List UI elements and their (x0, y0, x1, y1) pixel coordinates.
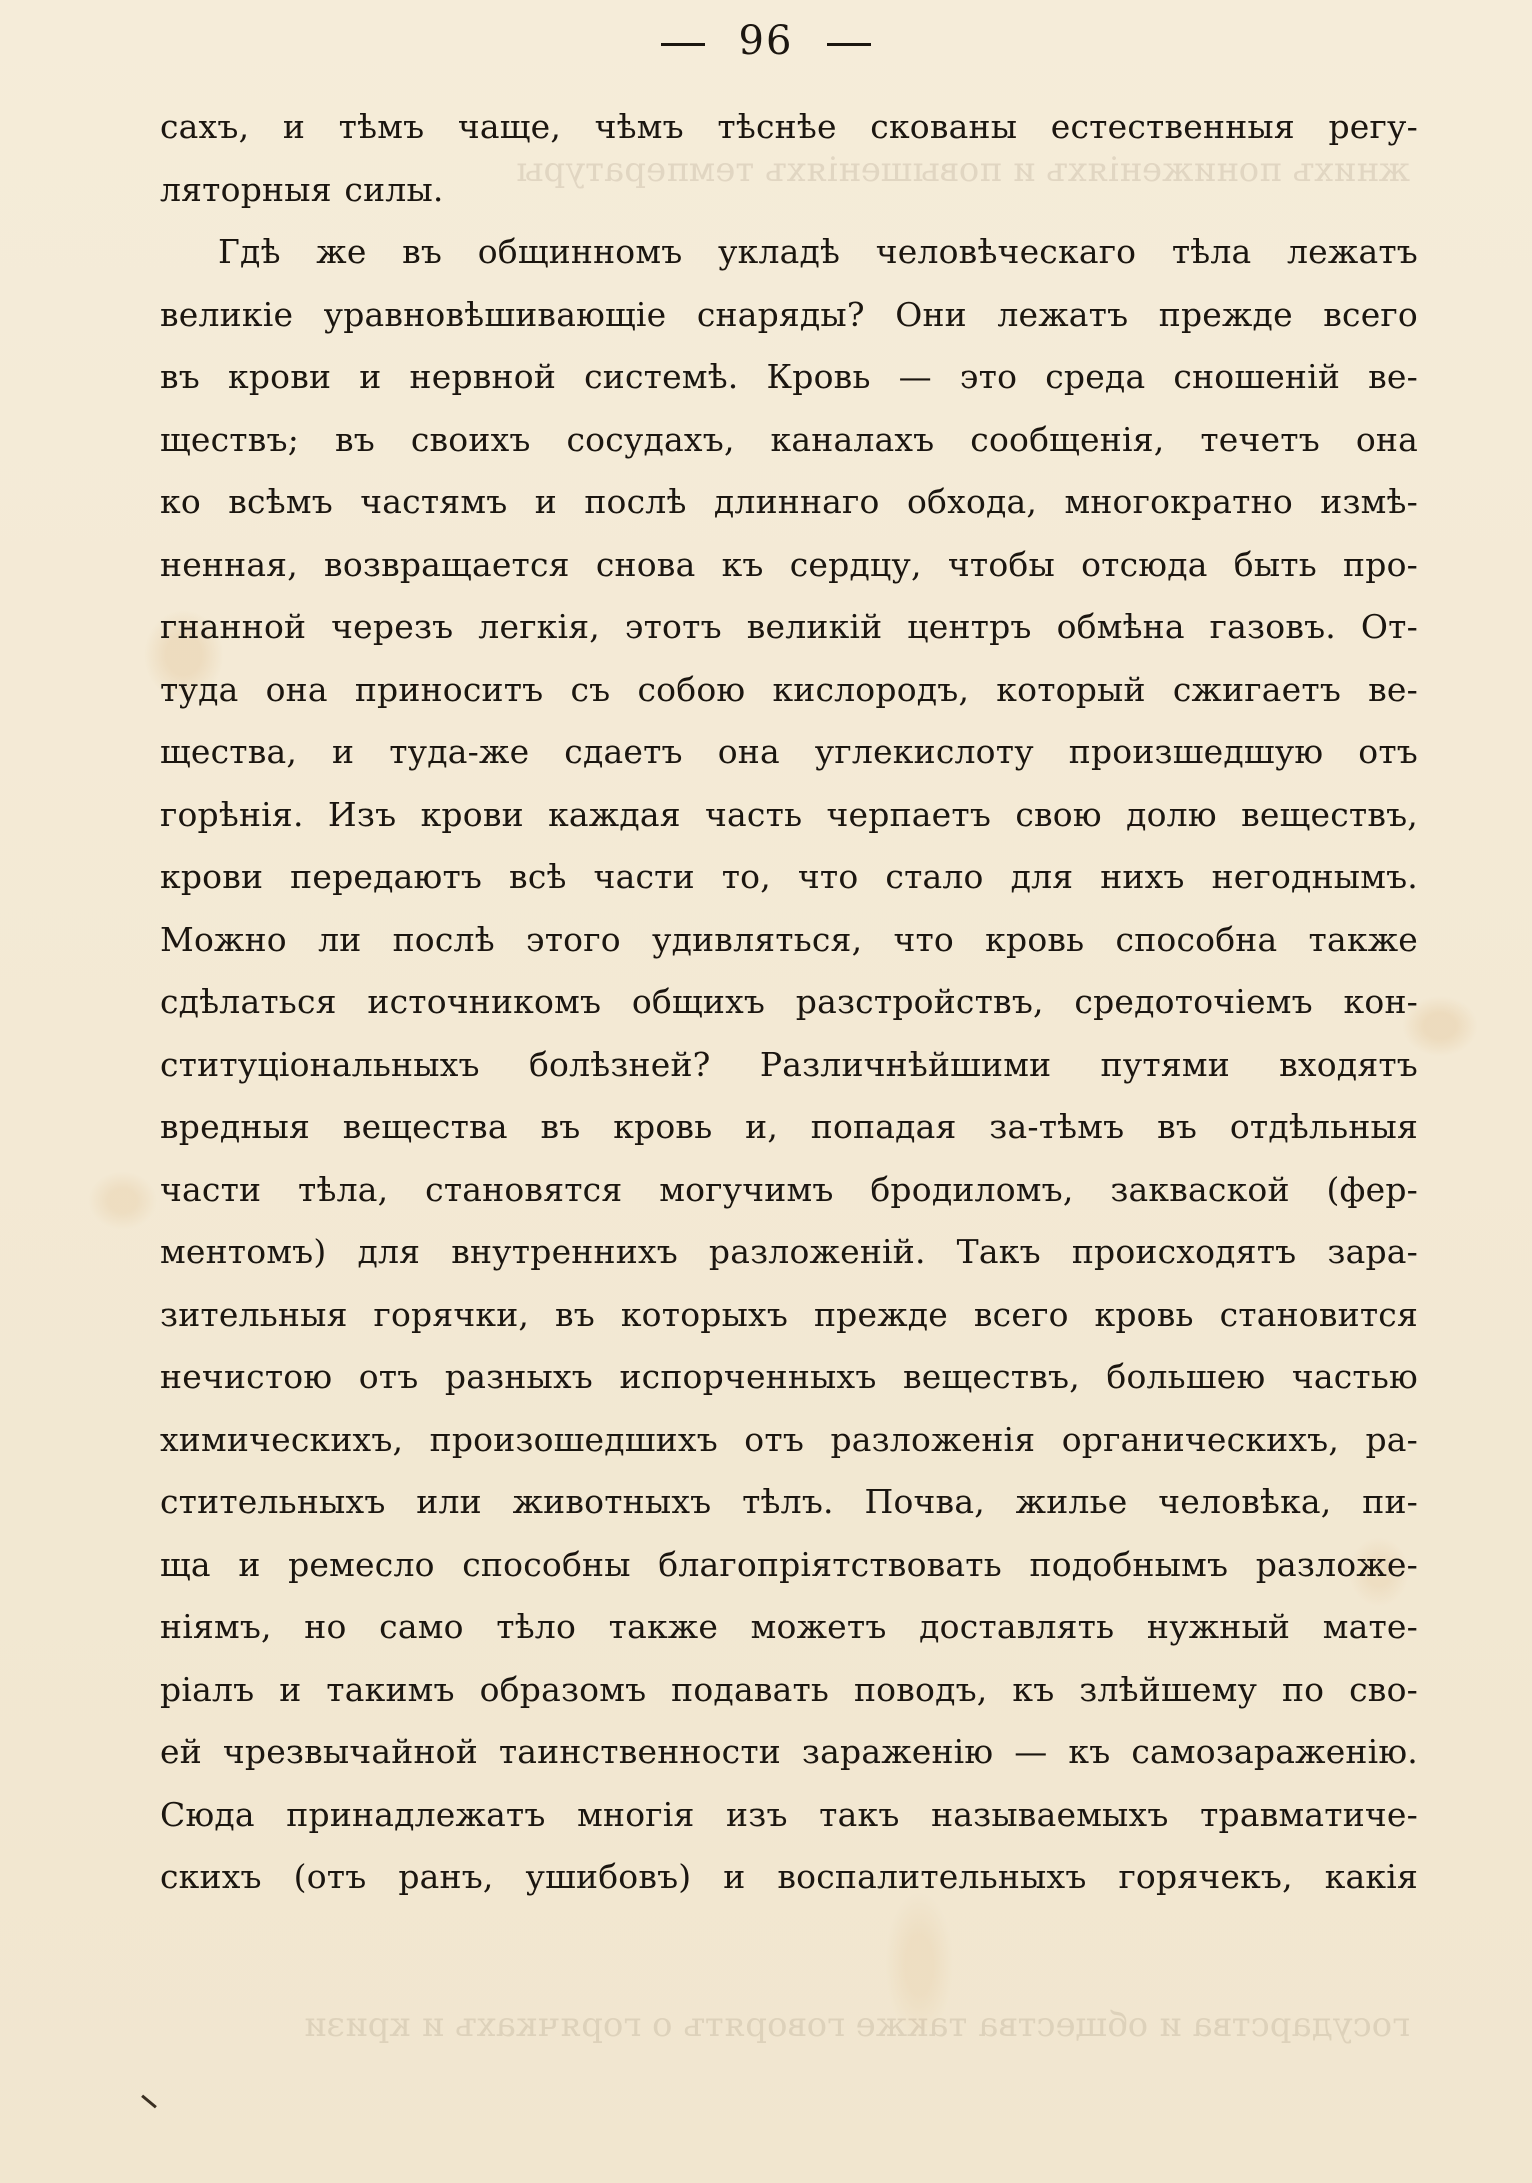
text-line: ріалъ и такимъ образомъ подавать поводъ, къ злѣйшему по сво- (160, 1669, 1418, 1709)
text-line: ществъ; въ своихъ сосудахъ, каналахъ сообщенія, течетъ она (160, 419, 1418, 459)
show-through-bottom: государства и общества также говорятъ о горячкахъ и кризи (303, 2005, 1410, 2045)
text-line: сдѣлаться источникомъ общихъ разстройствъ, средоточіемъ кон- (160, 982, 1418, 1021)
page-number: 96 (738, 18, 794, 64)
text-line: великіе уравновѣшивающіе снаряды? Они лежатъ прежде всего (160, 294, 1418, 334)
text-line: стительныхъ или животныхъ тѣлъ. Почва, жилье человѣка, пи- (160, 1482, 1418, 1521)
page-header (0, 18, 1532, 64)
text-line: ментомъ) для внутреннихъ разложеній. Такъ происходятъ зара- (160, 1232, 1418, 1271)
text-line: Гдѣ же въ общинномъ укладѣ человѣческаго тѣла лежатъ (218, 232, 1418, 271)
text-line: зительныя горячки, въ которыхъ прежде всего кровь становится (160, 1294, 1418, 1334)
text-line: скихъ (отъ ранъ, ушибовъ) и воспалительныхъ горячекъ, какія (160, 1857, 1418, 1896)
text-line: ненная, возвращается снова къ сердцу, чтобы отсюда быть про- (160, 544, 1418, 584)
text-line: щества, и туда-же сдаетъ она углекислоту произшедшую отъ (160, 732, 1418, 771)
text-line: гнанной черезъ легкія, этотъ великій центръ обмѣна газовъ. От- (160, 607, 1418, 646)
body-text (160, 96, 1418, 1909)
text-line: ща и ремесло способны благопріятствовать подобнымъ разложе- (160, 1544, 1418, 1584)
header-dash-left (661, 43, 705, 46)
text-line: туда она приноситъ съ собою кислородъ, который сжигаетъ ве- (160, 669, 1418, 709)
text-line: горѣнія. Изъ крови каждая часть черпаетъ свою долю веществъ, (160, 794, 1418, 834)
text-line: ко всѣмъ частямъ и послѣ длиннаго обхода, многократно измѣ- (160, 482, 1418, 521)
text-line: ей чрезвычайной таинственности зараженію — къ самозараженію. (160, 1732, 1418, 1771)
text-line: Можно ли послѣ этого удивляться, что кровь способна также (160, 919, 1418, 959)
text-line: части тѣла, становятся могучимъ бродиломъ, закваской (фер- (160, 1169, 1418, 1209)
text-line: ляторныя силы. (160, 169, 444, 209)
header-dash-right (827, 43, 871, 46)
text-line: крови передаютъ всѣ части то, что стало для нихъ негоднымъ. (160, 857, 1418, 896)
ink-mark (141, 2095, 157, 2109)
text-line: въ крови и нервной системѣ. Кровь — это среда сношеній ве- (160, 357, 1418, 396)
text-line: ніямъ, но само тѣло также можетъ доставлять нужный мате- (160, 1607, 1418, 1646)
show-through-top: жнихъ пониженіяхъ и повышеніяхъ температуры (516, 150, 1410, 190)
text-line: Сюда принадлежатъ многія изъ такъ называемыхъ травматиче- (160, 1794, 1418, 1834)
text-line: химическихъ, произошедшихъ отъ разложенія органическихъ, ра- (160, 1419, 1418, 1459)
text-line: вредныя вещества въ кровь и, попадая за-тѣмъ въ отдѣльныя (160, 1107, 1418, 1146)
text-line: нечистою отъ разныхъ испорченныхъ веществъ, большею частью (160, 1357, 1418, 1396)
text-line: сахъ, и тѣмъ чаще, чѣмъ тѣснѣе скованы естественныя регу- (160, 107, 1418, 146)
text-line: ституціональныхъ болѣзней? Различнѣйшими путями входятъ (160, 1044, 1418, 1084)
